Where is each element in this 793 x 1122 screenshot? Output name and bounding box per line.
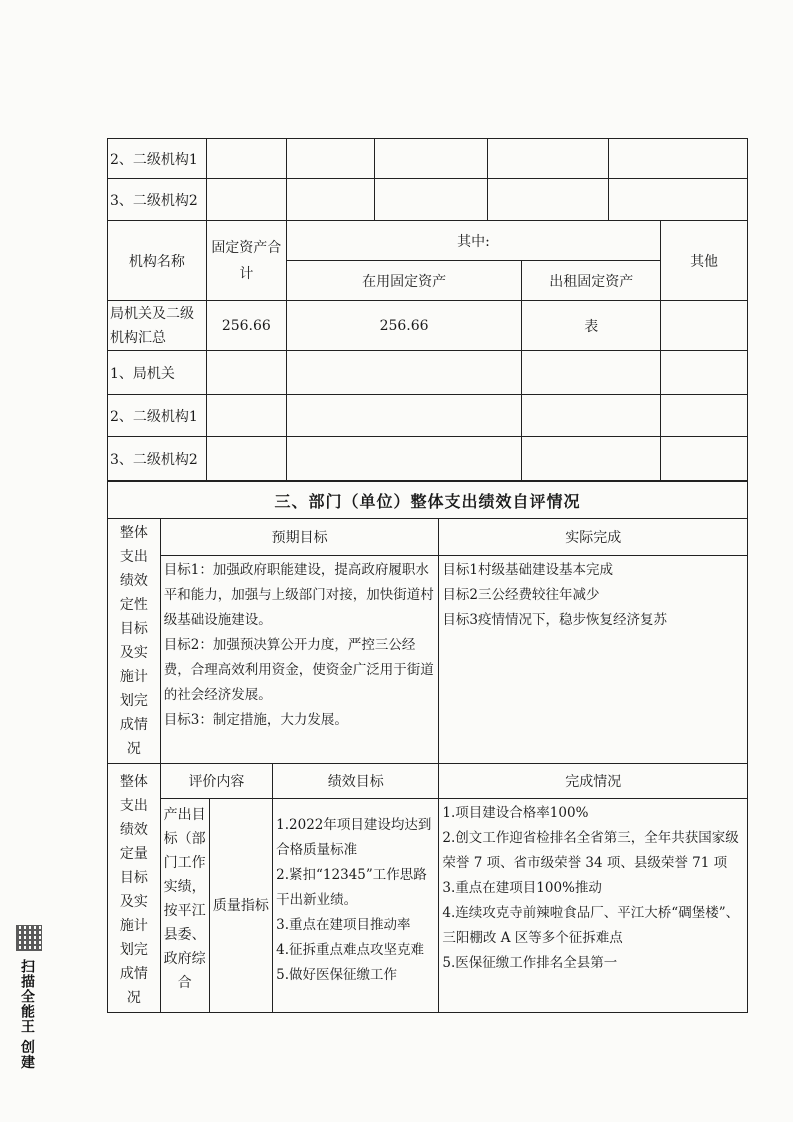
table-row (108, 139, 748, 179)
row-label: 1、局机关 (108, 351, 207, 395)
header-eval-content: 评价内容 (160, 764, 272, 799)
perf-goal-4: 4.征拆重点难点攻坚克难 (276, 941, 425, 958)
row-label: 2、二级机构1 (108, 395, 207, 437)
actual-results (439, 555, 748, 763)
table-row (108, 555, 748, 763)
actual-result-2: 目标2三公经费较往年减少 (442, 586, 600, 603)
actual-result-3: 目标3疫情情况下，稳步恢复经济复苏 (442, 611, 668, 628)
quantitative-label: 整体支出绩效定量目标及实施计划完成情况 (108, 764, 161, 1013)
completion-5: 5.医保征缴工作排名全县第一 (442, 954, 618, 971)
expected-goal-1: 目标1：加强政府职能建设，提高政府履职水平和能力，加强与上级部门对接，加快街道村级基础设施建设。 (163, 561, 434, 628)
table-row (108, 351, 748, 395)
header-row (108, 221, 748, 261)
completion-4: 4.连续攻克寺前辣啦食品厂、平江大桥“碉堡楼”、三阳棚改 A 区等多个征拆难点 (442, 904, 740, 946)
table-row (108, 395, 748, 437)
cell-rented: 表 (522, 301, 661, 351)
row-label: 3、二级机构2 (108, 179, 207, 221)
table-row (108, 179, 748, 221)
table-row (108, 437, 748, 481)
row-label: 2、二级机构1 (108, 139, 207, 179)
header-perf-goal: 绩效目标 (273, 764, 439, 799)
header-actual: 实际完成 (439, 519, 748, 556)
cell-other (661, 301, 748, 351)
header-org-name: 机构名称 (108, 221, 207, 301)
header-other: 其他 (661, 221, 748, 301)
header-rented: 出租固定资产 (522, 261, 661, 301)
row-label: 局机关及二级机构汇总 (108, 301, 207, 351)
completion-2: 2.创文工作迎省检排名全省第三，全年共获国家级荣誉 7 项、省市级荣誉 34 项、县级荣誉 71 项 (442, 829, 739, 871)
header-expected: 预期目标 (160, 519, 439, 556)
cell-in-use: 256.66 (286, 301, 522, 351)
perf-goal-2: 2.紧扣“12345”工作思路干出新业绩。 (276, 866, 427, 908)
qr-code-icon (16, 925, 42, 951)
watermark-text: 扫描全能王 创建 (19, 959, 35, 1070)
table-row (108, 798, 748, 1012)
cell-total: 256.66 (206, 301, 286, 351)
header-row (108, 764, 748, 799)
header-total-assets: 固定资产合计 (206, 221, 286, 301)
section-title-row (108, 482, 748, 519)
perf-goal-1: 1.2022年项目建设均达到合格质量标准 (276, 816, 432, 858)
performance-table (107, 481, 748, 1013)
table-row (108, 301, 748, 351)
header-completion: 完成情况 (439, 764, 748, 799)
expected-goal-2: 目标2：加强预决算公开力度，严控三公经费，合理高效利用资金，使资金广泛用于街道的社会经济发展。 (163, 636, 434, 703)
expected-goal-3: 目标3：制定措施，大力发展。 (163, 711, 348, 728)
perf-goal-3: 3.重点在建项目推动率 (276, 916, 411, 933)
header-in-use: 在用固定资产 (286, 261, 522, 301)
perf-goals (273, 798, 439, 1012)
scanner-watermark (12, 925, 46, 1075)
expected-goals (160, 555, 439, 763)
row-label: 3、二级机构2 (108, 437, 207, 481)
completion-3: 3.重点在建项目100%推动 (442, 879, 602, 896)
header-among: 其中: (286, 221, 660, 261)
section-title: 三、部门（单位）整体支出绩效自评情况 (108, 482, 748, 519)
output-target-label: 产出目标（部门工作实绩，按平江县委、政府综合 (160, 798, 209, 1012)
completion-details (439, 798, 748, 1012)
org-table-continued (107, 138, 748, 221)
perf-goal-5: 5.做好医保征缴工作 (276, 966, 398, 983)
actual-result-1: 目标1村级基础建设基本完成 (442, 561, 614, 578)
qualitative-label: 整体支出绩效定性目标及实施计划完成情况 (108, 519, 161, 764)
fixed-assets-table (107, 220, 748, 481)
quality-indicator-label: 质量指标 (209, 798, 273, 1012)
completion-1: 1.项目建设合格率100% (442, 804, 589, 821)
header-row (108, 519, 748, 556)
